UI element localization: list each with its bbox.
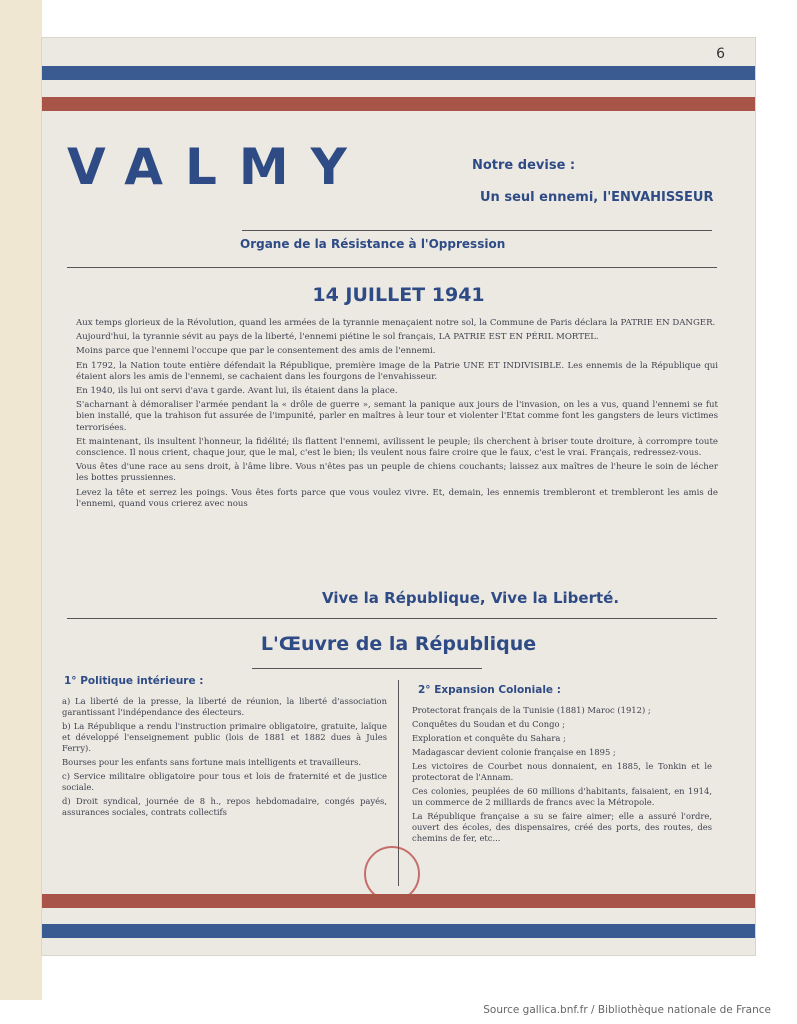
article-paragraph: Levez la tête et serrez les poings. Vous êtes forts parce que vous voulez vivre. Et, demain, les ennemis trembleront et trembleront les amis de l'ennemi, quand vous crierez avec nous <box>76 487 718 509</box>
right-column-paragraph: Les victoires de Courbet nous donnaient, en 1885, le Tonkin et le protectorat de l'Annam. <box>412 761 712 782</box>
article-paragraph: Aux temps glorieux de la Révolution, quand les armées de la tyrannie menaçaient notre sol, la Commune de Paris déclara la PATRIE EN DANGER. <box>76 318 716 328</box>
devise-label: Notre devise : <box>472 158 576 173</box>
left-column-paragraph: a) La liberté de la presse, la liberté de réunion, la liberté d'association garantissant l'indépendance des électeurs. <box>62 696 387 717</box>
newspaper-sheet <box>42 38 755 955</box>
article-paragraph: Aujourd'hui, la tyrannie sévit au pays de la liberté, l'ennemi piétine le sol français, LA PATRIE EST EN PÉRIL MORTEL. <box>76 332 599 343</box>
bottom-blue-stripe <box>42 924 755 938</box>
article-paragraph: Moins parce que l'ennemi l'occupe que par le consentement des amis de l'ennemi. <box>76 346 436 357</box>
page-number: 6 <box>716 46 725 62</box>
section-title-underline <box>252 668 482 669</box>
right-column-paragraph: Protectorat français de la Tunisie (1881) Maroc (1912) ; <box>412 705 651 715</box>
left-column-paragraph: d) Droit syndical, journée de 8 h., repos hebdomadaire, congés payés, assurances sociales, contrats collectifs <box>62 796 387 817</box>
page-edge <box>0 0 42 1000</box>
right-column-title: 2° Expansion Coloniale : <box>418 684 561 696</box>
devise-text: Un seul ennemi, l'ENVAHISSEUR <box>480 190 714 205</box>
issue-date: 14 JUILLET 1941 <box>312 284 485 306</box>
bottom-red-stripe <box>42 894 755 908</box>
left-column-paragraph: b) La République a rendu l'instruction primaire obligatoire, gratuite, laïque et développé l'enseignement public (lois de 1881 et 1882 dues à Jules Ferry). <box>62 721 387 753</box>
right-column-paragraph: La République française a su se faire aimer; elle a assuré l'ordre, ouvert des écoles, des dispensaires, créé des ports, des routes, des chemins de fer, etc... <box>412 811 712 843</box>
slogan: Vive la République, Vive la Liberté. <box>322 589 620 607</box>
article-paragraph: En 1792, la Nation toute entière défendait la République, première image de la Patrie UNE ET INDIVISIBLE. Les ennemis de la République qui étaient alors les amis de l'ennemi, se cachaient dans les fourgons de l'envahisseur. <box>76 360 718 382</box>
subtitle-rule <box>67 267 717 268</box>
section-rule <box>67 618 717 619</box>
newspaper-title: VALMY <box>67 138 369 196</box>
article-paragraph: Vous êtes d'une race au sens droit, à l'âme libre. Vous n'êtes pas un peuple de chiens couchants; laissez aux maîtres de l'heure le soin de lécher les bottes prussiennes. <box>76 462 718 484</box>
article-paragraph: En 1940, ils lui ont servi d'ava t garde. Avant lui, ils étaient dans la place. <box>76 386 398 397</box>
article-paragraph: S'acharnant à démoraliser l'armée pendant la « drôle de guerre », semant la panique aux jours de l'invasion, on les a vus, quand l'ennemi se fut bien installé, que la trahison fut assurée de l'impunité, parler en maîtres à leur tour et violenter l'Etat comme font les gangsters de leurs victimes terrorisées. <box>76 400 718 433</box>
article-body <box>76 318 718 513</box>
left-column-paragraph: c) Service militaire obligatoire pour tous et lois de fraternité et de justice sociale. <box>62 771 387 792</box>
top-blue-stripe <box>42 66 755 80</box>
left-column-paragraph: Bourses pour les enfants sans fortune mais intelligents et travailleurs. <box>62 757 362 767</box>
newspaper-subtitle: Organe de la Résistance à l'Oppression <box>240 237 506 251</box>
right-column-paragraph: Conquêtes du Soudan et du Congo ; <box>412 719 565 729</box>
top-red-stripe <box>42 97 755 111</box>
left-column-title: 1° Politique intérieure : <box>64 675 204 687</box>
section-title: L'Œuvre de la République <box>260 633 537 655</box>
right-column-paragraph: Ces colonies, peuplées de 60 millions d'habitants, faisaient, en 1914, un commerce de 2 milliards de francs avec la Métropole. <box>412 786 712 807</box>
source-attribution: Source gallica.bnf.fr / Bibliothèque nationale de France <box>483 1004 771 1016</box>
article-paragraph: Et maintenant, ils insultent l'honneur, la fidélité; ils flattent l'ennemi, avilissent le peuple; ils cherchent à briser toute droiture, à corrompre toute conscience. Il nous crient, chaque jour, que le mal, c'est le bien; ils veulent nous faire croire que le faux, c'est le vrai. Français, redressez-vous. <box>76 436 718 459</box>
left-column <box>62 696 387 821</box>
header-rule <box>242 230 712 231</box>
right-column-paragraph: Exploration et conquête du Sahara ; <box>412 733 566 743</box>
right-column <box>412 705 712 847</box>
right-column-paragraph: Madagascar devient colonie française en 1895 ; <box>412 747 616 757</box>
